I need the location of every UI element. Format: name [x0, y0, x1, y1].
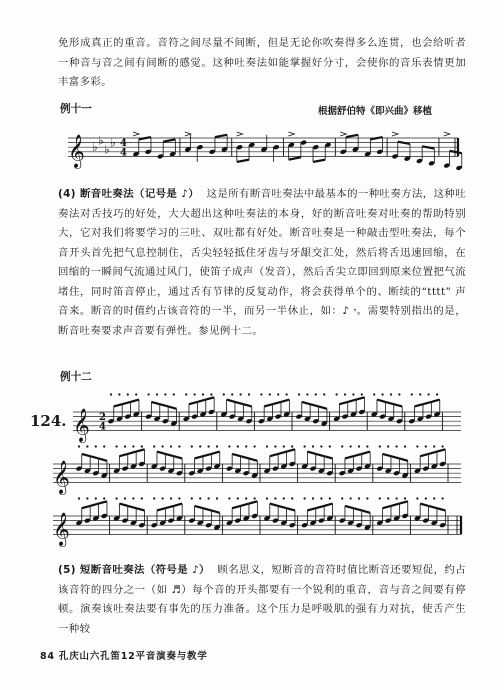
staccato-dot-icon [141, 497, 143, 499]
beam [450, 151, 462, 153]
staccato-dot-icon [260, 393, 262, 395]
staccato-dot-icon [178, 497, 180, 499]
beam [195, 456, 203, 458]
staff-12a-svg [65, 398, 465, 453]
staccato-dot-icon [283, 497, 285, 499]
beam [99, 501, 107, 503]
staccato-dot-icon [425, 497, 427, 499]
beam [119, 454, 127, 456]
beam [437, 449, 445, 451]
flat-sign-icon: ♭ [98, 133, 104, 148]
staccato-dot-icon [132, 445, 134, 447]
beam [235, 402, 243, 404]
staccato-dot-icon [390, 393, 392, 395]
beam [313, 160, 325, 162]
beam [165, 454, 173, 456]
beam [398, 142, 410, 144]
staccato-dot-icon [274, 497, 276, 499]
beam [399, 501, 407, 503]
staccato-dot-icon [291, 445, 293, 447]
beam [383, 506, 391, 508]
staff-11-svg [60, 122, 460, 177]
beam [316, 454, 324, 456]
staccato-dot-icon [237, 445, 239, 447]
staff-12b-svg [45, 450, 465, 505]
staccato-dot-icon [208, 497, 210, 499]
time-signature-bottom: 4 [120, 147, 127, 159]
staccato-dot-icon [382, 393, 384, 395]
staccato-dot-icon [304, 445, 306, 447]
beam [249, 458, 257, 460]
staccato-dot-icon [86, 445, 88, 447]
beam [211, 452, 219, 454]
beam [345, 506, 353, 508]
staccato-dot-icon [223, 393, 225, 395]
staccato-dot-icon [419, 393, 421, 395]
staccato-dot-icon [240, 393, 242, 395]
section-5-title: (5) 短断音吐奏法（符号是 ♪） [58, 564, 210, 576]
beam [157, 452, 165, 454]
staccato-dot-icon [306, 393, 308, 395]
beam [90, 456, 98, 458]
beam [394, 404, 402, 406]
staccato-dot-icon [135, 393, 137, 395]
staccato-dot-icon [148, 393, 150, 395]
staccato-dot-icon [153, 497, 155, 499]
beam [270, 504, 278, 506]
beam [319, 406, 327, 408]
staccato-dot-icon [416, 445, 418, 447]
staccato-dot-icon [315, 393, 317, 395]
beam [174, 504, 182, 506]
beam [168, 406, 176, 408]
treble-clef-icon: 𝄞 [68, 134, 85, 168]
beam [227, 400, 235, 402]
beam [281, 400, 289, 402]
staccato-dot-icon [153, 445, 155, 447]
beam [128, 506, 136, 508]
staccato-dot-icon [173, 393, 175, 395]
beam [237, 160, 249, 162]
example-12-number: 124. [30, 412, 67, 430]
beam [287, 449, 295, 451]
staccato-dot-icon [352, 393, 354, 395]
staccato-dot-icon [124, 445, 126, 447]
beam [287, 508, 295, 510]
accent-mark-icon [340, 132, 346, 136]
time-signature-top: 2 [99, 412, 106, 424]
beam [339, 402, 347, 404]
staccato-dot-icon [428, 393, 430, 395]
beam [215, 135, 227, 137]
example-11-label: 例十一 [60, 103, 92, 115]
staccato-dot-icon [116, 497, 118, 499]
staccato-dot-icon [141, 445, 143, 447]
beam [307, 508, 315, 510]
beam [302, 402, 310, 404]
staccato-dot-icon [312, 497, 314, 499]
staccato-dot-icon [228, 445, 230, 447]
beam [346, 135, 358, 137]
staccato-dot-icon [245, 445, 247, 447]
staccato-dot-icon [286, 393, 288, 395]
staccato-dot-icon [170, 497, 172, 499]
beam [163, 139, 175, 141]
staccato-dot-icon [103, 497, 105, 499]
beam [370, 137, 382, 139]
time-signature-top: 4 [120, 138, 127, 150]
beam [165, 506, 173, 508]
staccato-dot-icon [344, 393, 346, 395]
staccato-dot-icon [341, 445, 343, 447]
staccato-dot-icon [274, 445, 276, 447]
beam [391, 456, 399, 458]
staccato-dot-icon [304, 497, 306, 499]
beam [383, 454, 391, 456]
staccato-dot-icon [277, 393, 279, 395]
staccato-dot-icon [436, 393, 438, 395]
beam [385, 402, 393, 404]
staccato-dot-icon [361, 393, 363, 395]
staccato-dot-icon [312, 445, 314, 447]
staccato-dot-icon [156, 393, 158, 395]
section-4-title: (4) 断音吐奏法（记号是 ♪） [58, 188, 200, 200]
beam [114, 404, 122, 406]
beam [136, 508, 144, 510]
staccato-dot-icon [199, 497, 201, 499]
beam [82, 506, 90, 508]
beam [174, 456, 182, 458]
beam [362, 452, 370, 454]
staccato-dot-icon [116, 445, 118, 447]
beam [206, 397, 214, 399]
beam [249, 501, 257, 503]
staccato-dot-icon [366, 497, 368, 499]
example-11-staff [60, 122, 460, 177]
staccato-dot-icon [341, 497, 343, 499]
staccato-dot-icon [320, 445, 322, 447]
staccato-dot-icon [210, 393, 212, 395]
beam [307, 452, 315, 454]
beam [189, 402, 197, 404]
treble-clef-icon: 𝄞 [53, 460, 70, 494]
beam [391, 504, 399, 506]
beam [232, 506, 240, 508]
intro-paragraph: 免形成真正的重音。音符之间尽量不间断，但是无论你吹奏得多么连贯，也会给听者一种音与音之间有间断的感觉。这种吐奏法如能掌握好分寸，会使你的音乐表情更加丰富多彩。 [58, 37, 466, 88]
staccato-dot-icon [350, 445, 352, 447]
beam [362, 510, 370, 512]
beam [316, 506, 324, 508]
staccato-dot-icon [387, 497, 389, 499]
staccato-dot-icon [254, 445, 256, 447]
accent-mark-icon [392, 132, 398, 136]
staccato-dot-icon [398, 393, 400, 395]
beam [345, 456, 353, 458]
staccato-dot-icon [283, 445, 285, 447]
section-5-body: 顾名思义，短断音的音符时值比断音还要短促，约占该音符的四分之一（如 ♬）每个音的开头都要有一个锐利的重音，音与音之间要有停顿。演奏该吐奏法要有事先的压力准备。这个压力是呼吸肌的强有力对抗，使舌产生一种较 [58, 564, 466, 635]
staccato-dot-icon [350, 497, 352, 499]
beam [310, 404, 318, 406]
staccato-dot-icon [228, 497, 230, 499]
staccato-dot-icon [387, 445, 389, 447]
staccato-dot-icon [216, 445, 218, 447]
staccato-dot-icon [329, 445, 331, 447]
staccato-dot-icon [118, 393, 120, 395]
time-signature-bottom: 4 [99, 421, 106, 433]
staccato-dot-icon [185, 393, 187, 395]
beam [324, 504, 332, 506]
example-12-label: 例十二 [60, 371, 92, 383]
staccato-dot-icon [78, 445, 80, 447]
beam [377, 400, 385, 402]
staccato-dot-icon [433, 497, 435, 499]
staccato-dot-icon [366, 445, 368, 447]
staccato-dot-icon [411, 393, 413, 395]
staccato-dot-icon [208, 445, 210, 447]
beam [270, 454, 278, 456]
beam [197, 400, 205, 402]
beam [399, 458, 407, 460]
beam [119, 504, 127, 506]
beam [423, 402, 431, 404]
beam [289, 157, 301, 159]
staccato-dot-icon [291, 497, 293, 499]
flat-sign-icon: ♭ [104, 142, 110, 157]
treble-clef-icon: 𝄞 [73, 408, 90, 442]
staccato-dot-icon [132, 497, 134, 499]
accent-mark-icon [288, 132, 294, 136]
beam [139, 137, 151, 139]
beam [273, 402, 281, 404]
beam [437, 508, 445, 510]
flat-sign-icon: ♭ [110, 135, 116, 150]
example-12-staff-2 [45, 450, 465, 505]
section-4-paragraph [58, 185, 466, 341]
staccato-dot-icon [266, 497, 268, 499]
beam [420, 504, 428, 506]
beam [241, 504, 249, 506]
staccato-dot-icon [103, 445, 105, 447]
beam [415, 404, 423, 406]
beam [429, 452, 437, 454]
staccato-dot-icon [110, 393, 112, 395]
beam [136, 449, 144, 451]
section-4-body: 这是所有断音吐奏法中最基本的一种吐奏方法，这种吐奏法对舌技巧的好处，大大超出这种吐奏法的本身，好的断音吐奏对吐奏的帮助特别大，它对我们将要学习的三吐、双吐都有好处。断音吐奏是一种敲击型吐奏法，每个音开头首先把气息控制住，舌尖轻轻抵住牙齿与牙龈交汇处，然后将舌迅速回缩，在回缩的一瞬间气流通过风门，使笛子成声（发音），然后舌尖立即回到原来位置把气流堵住，同时笛音停止，通过舌有节律的反复动作，将会获得单个的、断续的“tttt” 声音来。断音的时值约占该音符的一半，而另一半休止，如：♪ 𝄾。需要特别指出的是，断音吐奏要求声音要有弹性。参见例十二。 [58, 188, 466, 337]
accent-mark-icon [444, 132, 450, 136]
staccato-dot-icon [170, 445, 172, 447]
staccato-dot-icon [373, 393, 375, 395]
beam [211, 510, 219, 512]
staccato-dot-icon [416, 497, 418, 499]
accent-mark-icon [133, 132, 139, 136]
beam [356, 397, 364, 399]
staccato-dot-icon [442, 445, 444, 447]
staccato-dot-icon [162, 497, 164, 499]
beam [128, 452, 136, 454]
beam [353, 454, 361, 456]
staccato-dot-icon [404, 445, 406, 447]
staccato-dot-icon [86, 497, 88, 499]
staccato-dot-icon [358, 497, 360, 499]
beam [131, 400, 139, 402]
staccato-dot-icon [396, 445, 398, 447]
beam [278, 506, 286, 508]
example-12-staff-3 [45, 502, 465, 557]
staccato-dot-icon [191, 445, 193, 447]
staccato-dot-icon [202, 393, 204, 395]
beam [232, 454, 240, 456]
staccato-dot-icon [320, 497, 322, 499]
beam [422, 146, 434, 148]
staccato-dot-icon [425, 445, 427, 447]
staccato-dot-icon [298, 393, 300, 395]
staccato-dot-icon [178, 445, 180, 447]
staccato-dot-icon [216, 497, 218, 499]
staccato-dot-icon [379, 497, 381, 499]
treble-clef-icon: 𝄞 [53, 512, 70, 546]
beam [160, 404, 168, 406]
staccato-dot-icon [266, 445, 268, 447]
staccato-dot-icon [433, 445, 435, 447]
accent-mark-icon [185, 132, 191, 136]
staccato-dot-icon [124, 497, 126, 499]
beam [264, 404, 272, 406]
example-11-attribution: 根据舒伯特《即兴曲》移植 [318, 106, 433, 117]
beam [122, 402, 130, 404]
beam [348, 400, 356, 402]
staccato-dot-icon [237, 497, 239, 499]
section-5-paragraph [58, 561, 466, 639]
staccato-dot-icon [194, 393, 196, 395]
staccato-dot-icon [254, 497, 256, 499]
staccato-dot-icon [329, 497, 331, 499]
beam [241, 456, 249, 458]
beam [99, 458, 107, 460]
accent-mark-icon [237, 132, 243, 136]
beam [324, 456, 332, 458]
staccato-dot-icon [231, 393, 233, 395]
staccato-dot-icon [396, 497, 398, 499]
staccato-dot-icon [78, 497, 80, 499]
staccato-dot-icon [199, 445, 201, 447]
staccato-dot-icon [95, 445, 97, 447]
beam [278, 452, 286, 454]
staccato-dot-icon [442, 497, 444, 499]
flat-sign-icon: ♭ [92, 140, 98, 155]
beam [429, 506, 437, 508]
beam [195, 506, 203, 508]
staccato-dot-icon [164, 393, 166, 395]
beam [151, 402, 159, 404]
staccato-dot-icon [95, 497, 97, 499]
beam [420, 454, 428, 456]
beam [90, 504, 98, 506]
beam [203, 508, 211, 510]
staccato-dot-icon [336, 393, 338, 395]
staccato-dot-icon [245, 497, 247, 499]
beam [82, 454, 90, 456]
staccato-dot-icon [323, 393, 325, 395]
beam [353, 508, 361, 510]
staccato-dot-icon [358, 445, 360, 447]
staccato-dot-icon [162, 445, 164, 447]
staccato-dot-icon [127, 393, 129, 395]
staccato-dot-icon [379, 445, 381, 447]
beam [243, 404, 251, 406]
staccato-dot-icon [269, 393, 271, 395]
staccato-dot-icon [248, 393, 250, 395]
staccato-dot-icon [404, 497, 406, 499]
staccato-dot-icon [191, 497, 193, 499]
beam [157, 508, 165, 510]
page-footer: 84 孔庆山六孔笛12平音演奏与教学 [40, 651, 208, 662]
beam [203, 454, 211, 456]
example-12-staff-1 [65, 398, 465, 453]
staff-12c-svg [45, 502, 465, 557]
beam [431, 400, 439, 402]
